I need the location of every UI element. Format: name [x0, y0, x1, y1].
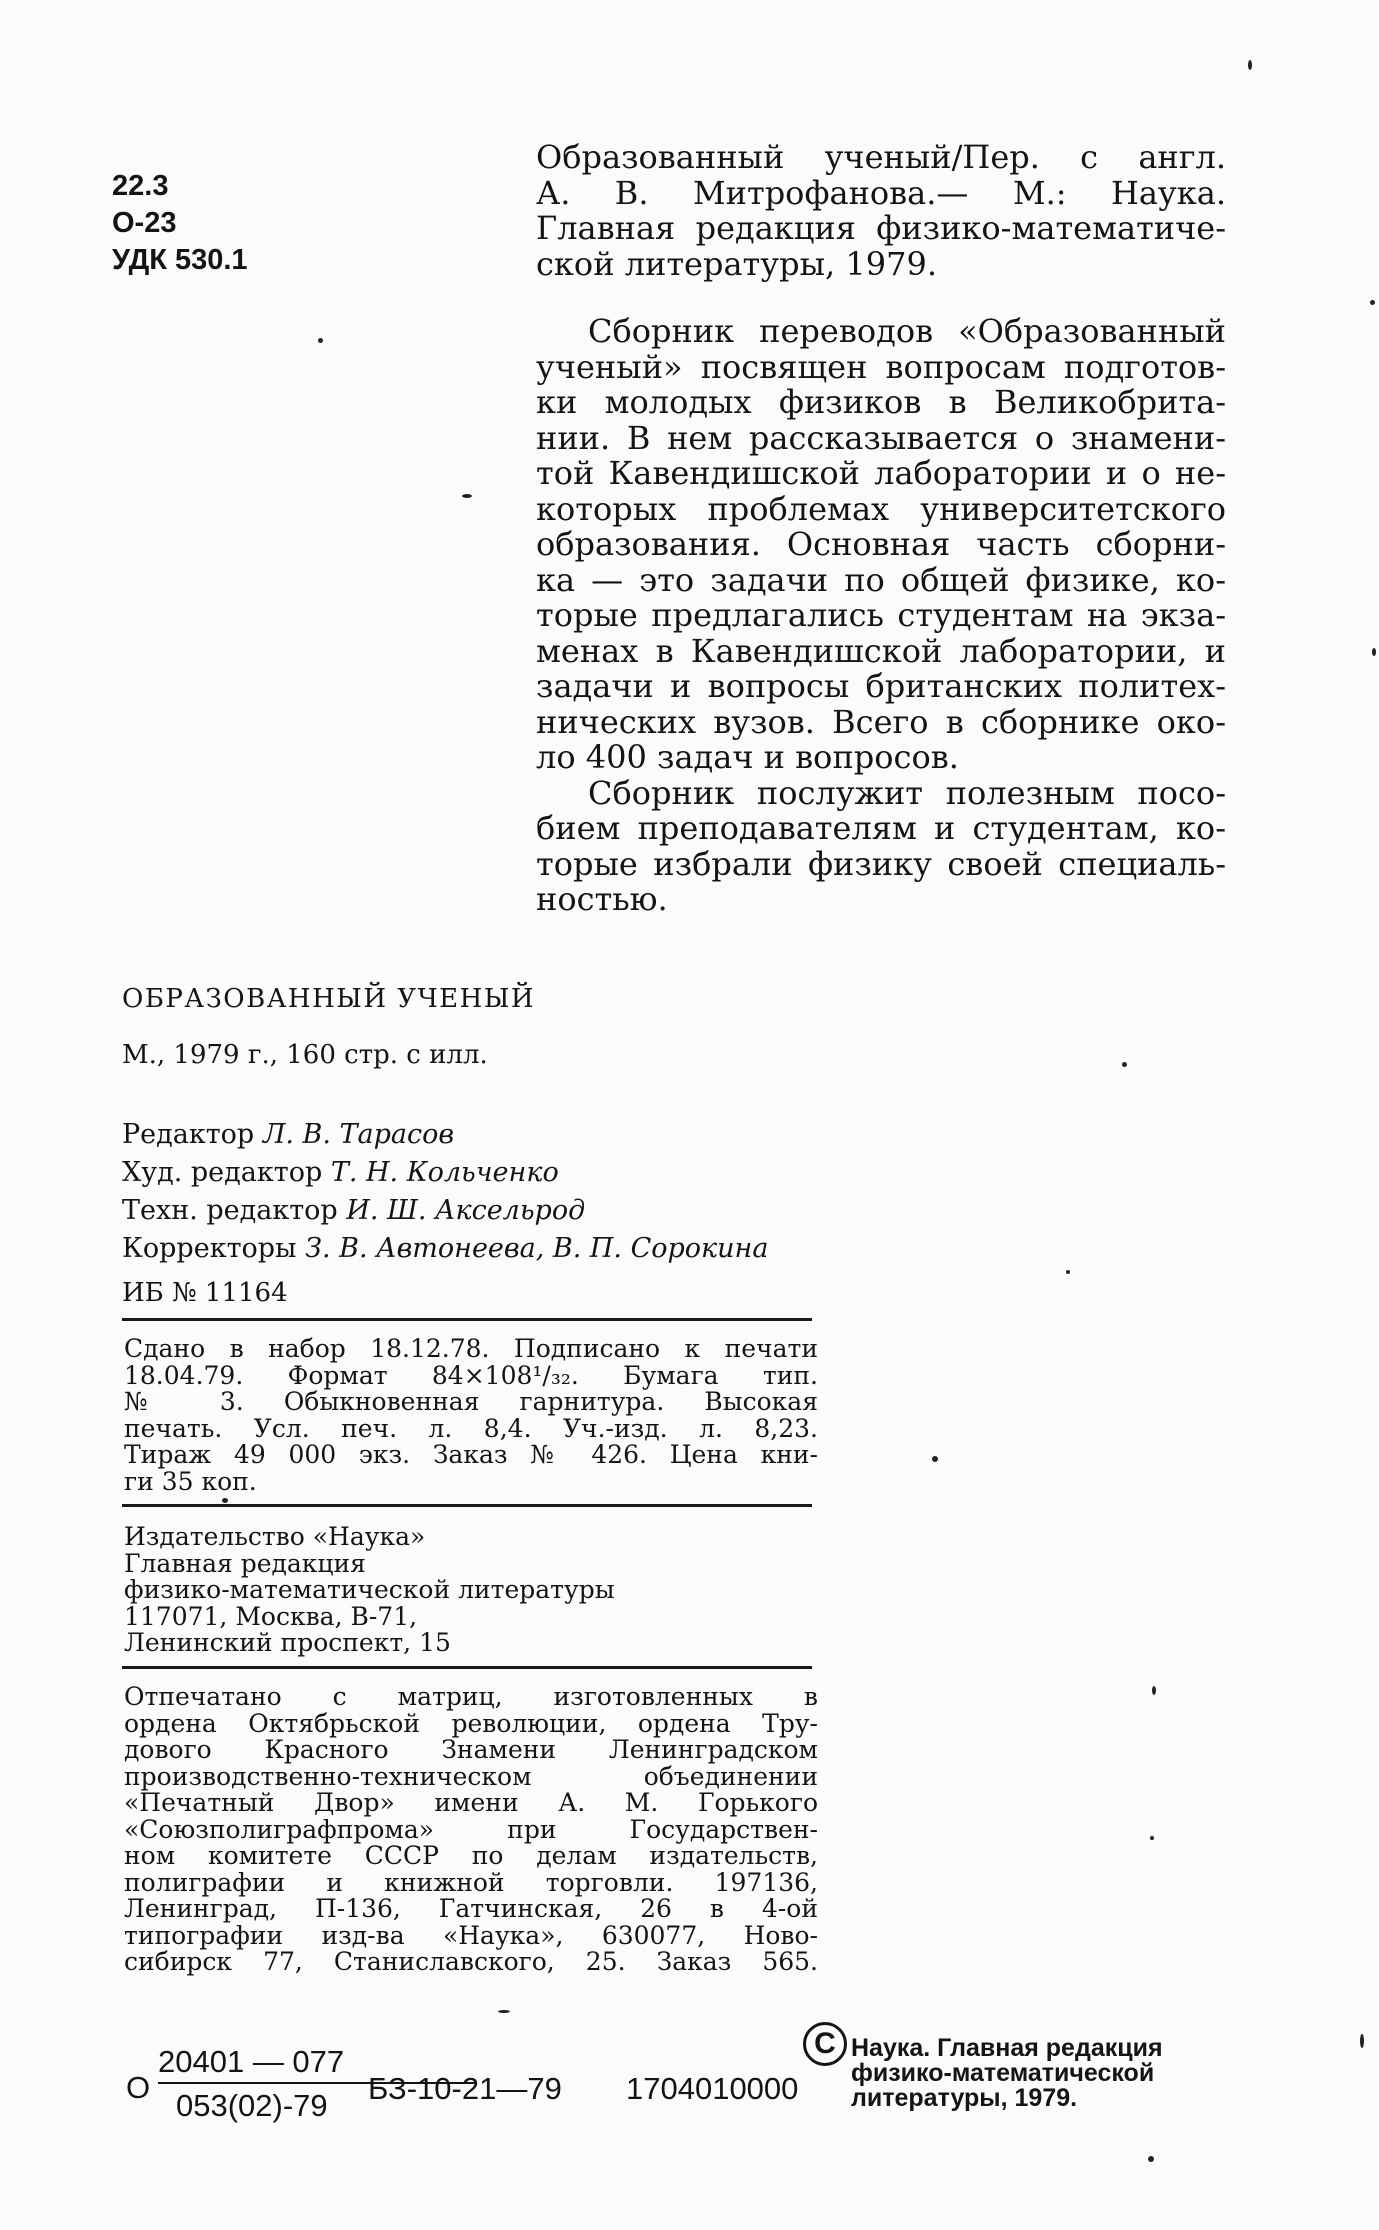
copyright-icon: С	[803, 2022, 847, 2066]
summary-line: бием преподавателям и студентам, ко-	[536, 809, 1226, 847]
publisher-line: Ленинский проспект, 15	[124, 1628, 451, 1657]
printer-line: ордена Октябрьской революции, ордена Тру-	[124, 1708, 818, 1738]
scan-speck	[1122, 1062, 1127, 1067]
summary-line: менах в Кавендишской лаборатории, и	[536, 631, 1226, 670]
scan-speck	[1360, 2034, 1364, 2048]
summary-line: ки молодых физиков в Великобрита-	[536, 383, 1226, 421]
scan-speck	[462, 494, 472, 498]
divider	[122, 1318, 812, 1321]
publisher-line: 117071, Москва, В-71,	[124, 1601, 418, 1631]
index-letter: О	[126, 2070, 151, 2105]
index-denominator: 053(02)-79	[176, 2088, 328, 2123]
print-details-line: Тираж 49 000 экз. Заказ № 426. Цена кни-	[124, 1440, 818, 1469]
staff-name: Л. В. Тарасов	[262, 1119, 455, 1150]
scan-speck	[1370, 300, 1375, 305]
citation-line: А. В. Митрофанова.— М.: Наука.	[536, 173, 1226, 212]
summary-line: ученый» посвящен вопросам подготов-	[536, 347, 1226, 386]
copyright-notice	[851, 2036, 1163, 2111]
printer-line: типографии изд-ва «Наука», 630077, Ново-	[124, 1920, 818, 1950]
summary-line: нии. В нем рассказывается о знамени-	[536, 418, 1226, 457]
scan-speck	[498, 2010, 510, 2013]
copyright-line: литературы, 1979.	[851, 2084, 1078, 2112]
citation	[536, 140, 1226, 282]
summary-line: ностью.	[536, 880, 668, 918]
bbk-code: 22.3	[112, 170, 169, 202]
bibliographic-annotation	[536, 140, 1226, 918]
scan-speck	[1372, 648, 1376, 656]
summary-line: нических вузов. Всего в сборнике око-	[536, 702, 1226, 741]
summary-line: ка — это задачи по общей физике, ко-	[536, 560, 1226, 599]
summary-line: торые избрали физику своей специаль-	[536, 844, 1226, 883]
scan-speck	[932, 1456, 938, 1462]
printer-info	[124, 1684, 818, 1976]
printer-line: полиграфии и книжной торговли. 197136,	[124, 1867, 818, 1897]
publisher-line: физико-математической литературы	[124, 1575, 615, 1604]
scan-speck	[1148, 2156, 1154, 2162]
staff-row	[122, 1230, 768, 1268]
publisher-line: Издательство «Наука»	[124, 1522, 426, 1551]
divider	[122, 1666, 812, 1669]
summary-line: образования. Основная часть сборни-	[536, 525, 1226, 563]
summary-line: торые предлагались студентам на экза-	[536, 596, 1226, 634]
printer-line: «Союзполиграфпрома» при Государствен-	[124, 1814, 818, 1844]
staff-row	[122, 1116, 768, 1154]
staff-row	[122, 1192, 768, 1230]
citation-line: Образованный ученый/Пер. с англ.	[536, 138, 1226, 176]
publication-info: М., 1979 г., 160 стр. с илл.	[122, 1040, 488, 1070]
summary-paragraph	[536, 314, 1226, 776]
staff-name: И. Ш. Аксельрод	[346, 1195, 586, 1226]
divider	[122, 1504, 812, 1507]
print-details-line: ги 35 коп.	[124, 1466, 257, 1496]
publisher-info	[124, 1524, 818, 1657]
imprint-title: ОБРАЗОВАННЫЙ УЧЕНЫЙ	[122, 984, 536, 1014]
copyright-line: Наука. Главная редакция	[851, 2034, 1163, 2062]
publication-code: БЗ-10-21—79	[368, 2071, 562, 2106]
scan-speck	[1066, 1270, 1070, 1274]
staff-name: Т. Н. Кольченко	[330, 1157, 559, 1188]
classification-codes	[112, 168, 248, 279]
summary-line: задачи и вопросы британских политех-	[536, 667, 1226, 705]
author-mark: О-23	[112, 207, 177, 239]
staff-role: Худ. редактор	[122, 1157, 323, 1188]
scan-speck	[1150, 1836, 1154, 1840]
publisher-line: Главная редакция	[124, 1548, 366, 1578]
scan-speck	[318, 338, 323, 343]
staff-role: Редактор	[122, 1119, 255, 1150]
print-details-line: печать. Усл. печ. л. 8,4. Уч.-изд. л. 8,23.	[124, 1413, 818, 1443]
staff-name: З. В. Автонеева, В. П. Сорокина	[305, 1233, 769, 1264]
summary-line: Сборник переводов «Образованный	[588, 312, 1226, 350]
scan-speck	[1152, 1686, 1156, 1695]
staff-row	[122, 1154, 768, 1192]
usefulness-paragraph	[536, 773, 1226, 918]
ib-number: ИБ № 11164	[122, 1278, 288, 1308]
citation-line: Главная редакция физико-математиче-	[536, 209, 1226, 247]
print-details-line: № 3. Обыкновенная гарнитура. Высокая	[124, 1387, 818, 1416]
summary-line: ло 400 задач и вопросов.	[536, 738, 959, 776]
scan-speck	[1248, 60, 1252, 70]
printer-line: «Печатный Двор» имени А. М. Горького	[124, 1788, 818, 1817]
udk-code: УДК 530.1	[112, 244, 248, 276]
print-details-line: Сдано в набор 18.12.78. Подписано к печати	[124, 1334, 818, 1363]
staff-role: Техн. редактор	[122, 1195, 338, 1226]
summary-line: Сборник послужит полезным посо-	[588, 773, 1226, 812]
printer-line: ном комитете СССР по делам издательств,	[124, 1841, 818, 1870]
staff-role: Корректоры	[122, 1233, 297, 1264]
catalog-number: 1704010000	[626, 2071, 799, 2106]
print-details	[124, 1336, 818, 1495]
printer-line: Ленинград, П-136, Гатчинская, 26 в 4-ой	[124, 1894, 818, 1923]
index-numerator: 20401 — 077	[158, 2044, 345, 2079]
scan-speck	[222, 1498, 228, 1503]
printer-line: сибирск 77, Станиславского, 25. Заказ 565.	[124, 1947, 818, 1976]
summary-line: которых проблемах университетского	[536, 489, 1226, 528]
citation-line: ской литературы, 1979.	[536, 244, 937, 283]
editorial-staff	[122, 1116, 768, 1268]
print-details-line: 18.04.79. Формат 84×108¹/₃₂. Бумага тип.	[124, 1360, 818, 1390]
printer-line: дового Красного Знамени Ленинградском	[124, 1735, 818, 1764]
printer-line: Отпечатано с матриц, изготовленных в	[124, 1682, 818, 1711]
copyright-line: физико-математической	[851, 2059, 1155, 2087]
summary-line: той Кавендишской лаборатории и о не-	[536, 454, 1226, 492]
printer-line: производственно-техническом объединении	[124, 1761, 818, 1791]
